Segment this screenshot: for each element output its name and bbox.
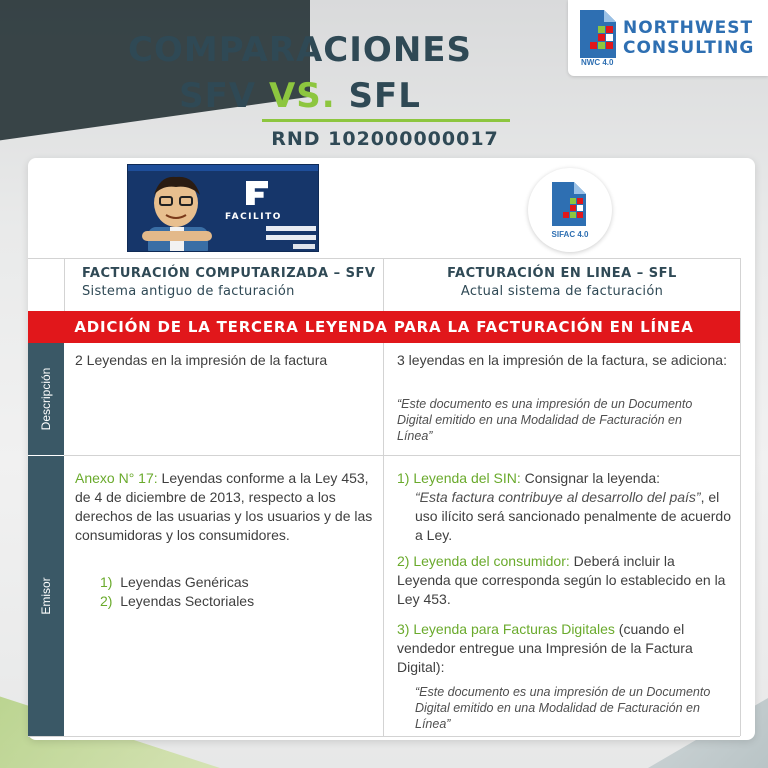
column-title-sfv: FACTURACIÓN COMPUTARIZADA – SFV [82, 266, 376, 281]
facilito-screenshot [127, 164, 319, 252]
descripcion-sfv-text: 2 Leyendas en la impresión de la factura [75, 352, 328, 368]
sifac-logo-icon [550, 180, 590, 228]
sifac-logo [528, 168, 612, 252]
company-logo [568, 0, 768, 76]
list-item [100, 592, 360, 611]
table-divider [383, 343, 384, 736]
annex-text: Leyendas conforme a la Ley 453, de 4 de diciembre de 2013, respecto a los derechos de las usuarias y los usuarios y de las consumidoras y los consumidores. [75, 470, 373, 543]
table-border-bottom [28, 736, 740, 737]
table-border-top [28, 258, 740, 259]
column-header-sfv [64, 260, 382, 310]
column-subtitle-sfl: Actual sistema de facturación [460, 284, 664, 299]
sifac-label: SIFAC 4.0 [551, 230, 589, 239]
legend-heading: 3) Leyenda para Facturas Digitales [397, 621, 615, 637]
legend-heading: 2) Leyenda del consumidor: [397, 553, 570, 569]
list-item [100, 573, 360, 592]
legend-text: (cuando el vendedor entregue una Impresión de la Factura Digital): [397, 621, 693, 675]
sfl-legend-item-3 [397, 620, 732, 677]
facilito-logo-icon [246, 181, 268, 205]
page-title: COMPARACIONES [128, 30, 472, 70]
column-title-sfl: FACTURACIÓN EN LINEA – SFL [447, 266, 677, 281]
legend-text: Deberá incluir la Leyenda que corresponda según lo establecido en la Ley 453. [397, 553, 726, 607]
emisor-sfv-paragraph [75, 469, 375, 545]
page-subtitle: RND 102000000017 [271, 128, 499, 150]
legend-heading: 1) Leyenda del SIN: [397, 470, 521, 486]
cartoon-character-icon [130, 169, 222, 252]
facilito-user-field [266, 226, 316, 231]
title-sfv: SFV [179, 76, 257, 116]
row-label-descripcion [28, 343, 64, 455]
logo-name-line1: NORTHWEST [623, 18, 754, 38]
facilito-login-button [293, 244, 315, 249]
list-item-number: 2) [100, 593, 113, 609]
table-row-divider [64, 455, 740, 456]
logo-tag: NWC 4.0 [581, 58, 614, 67]
legend-text: Consignar la leyenda: [520, 470, 661, 486]
nwc-logo-icon [576, 8, 620, 60]
list-item-text: Leyendas Genéricas [120, 574, 249, 590]
column-header-sfl [384, 260, 740, 310]
facilito-label: FACILITO [225, 212, 282, 222]
list-item-number: 1) [100, 574, 113, 590]
title-vs: VS. [268, 76, 336, 116]
row-label-text: Emisor [39, 577, 53, 615]
column-subtitle-sfv: Sistema antiguo de facturación [82, 284, 295, 299]
page-title-comparison [0, 76, 600, 116]
descripcion-sfl-quote: “Este documento es una impresión de un Documento Digital emitido en una Modalidad de Facturación en Línea” [397, 397, 693, 443]
row-label-emisor [28, 456, 64, 736]
sfl-legend-item-3-quote: “Este documento es una impresión de un Documento Digital emitido en una Modalidad de Facturación en Línea” [415, 685, 711, 731]
legend-quote: “Esta factura contribuye al desarrollo del país” [415, 489, 701, 505]
annex-label: Anexo N° 17: [75, 470, 158, 486]
title-divider [262, 119, 510, 122]
section-banner: ADICIÓN DE LA TERCERA LEYENDA PARA LA FACTURACIÓN EN LÍNEA [28, 311, 740, 343]
row-label-text: Descripción [39, 367, 53, 431]
sfl-legend-item-2 [397, 552, 732, 609]
table-border-right [740, 258, 741, 736]
descripcion-sfl-text: 3 leyendas en la impresión de la factura, se adiciona: [397, 352, 727, 368]
title-sfl: SFL [348, 76, 421, 116]
table-divider [64, 258, 65, 311]
list-item-text: Leyendas Sectoriales [120, 593, 255, 609]
facilito-password-field [266, 235, 316, 240]
legend-text-after: , el uso ilícito será sancionado penalmente de acuerdo a Ley. [415, 489, 731, 543]
logo-name-line2: CONSULTING [623, 38, 755, 58]
table-divider [383, 258, 384, 311]
sfl-legend-item-1 [397, 469, 732, 545]
